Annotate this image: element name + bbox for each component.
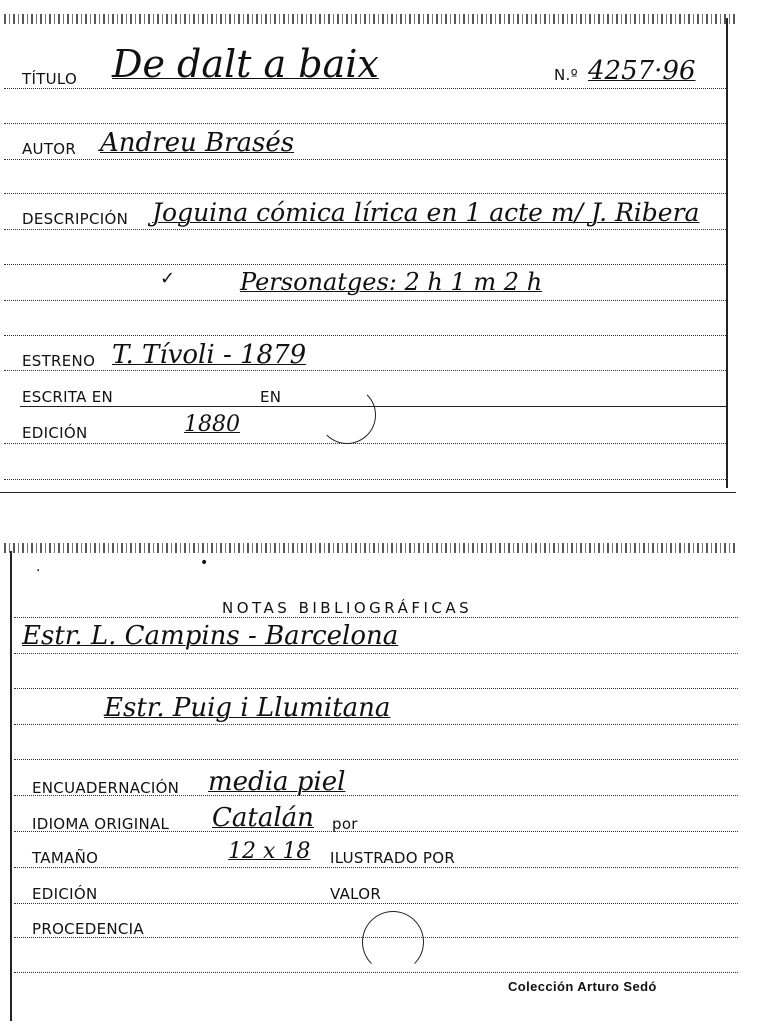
autor-label: AUTOR: [22, 140, 77, 158]
ink-dot-icon: •: [200, 555, 209, 571]
descripcion-label: DESCRIPCIÓN: [22, 210, 129, 228]
ruled-line: [14, 759, 738, 760]
ruled-line: [4, 159, 726, 160]
numero-label: N.º: [554, 66, 578, 84]
titulo-label: TÍTULO: [22, 70, 78, 88]
edicion-value: 1880: [184, 412, 240, 437]
encuadernacion-label: ENCUADERNACIÓN: [32, 779, 180, 797]
ruled-line: [4, 335, 726, 336]
catalog-card-back: [0, 535, 759, 1028]
check-mark-icon: ✓: [160, 268, 176, 289]
valor-label: VALOR: [330, 885, 382, 903]
ruled-line: [4, 479, 726, 480]
card-left-border: [10, 551, 12, 1021]
ruled-line: [14, 972, 738, 973]
escrita-label: ESCRITA EN: [22, 388, 114, 406]
autor-value: Andreu Brasés: [100, 128, 295, 158]
titulo-value: De dalt a baix: [112, 42, 379, 86]
card-torn-edge: [4, 543, 738, 553]
stamp-circle-icon: [362, 911, 424, 973]
ruled-line: [4, 123, 726, 124]
ruled-line: [14, 903, 738, 904]
ruled-line: [4, 370, 726, 371]
ruled-line: [4, 88, 726, 89]
descripcion-value: Joguina cómica lírica en 1 acte m/ J. Ribera: [152, 198, 700, 227]
ruled-line: [4, 193, 726, 194]
ink-dot-icon: ·: [36, 563, 41, 579]
ruled-line: [4, 229, 726, 230]
estreno-value: T. Tívoli - 1879: [112, 340, 307, 370]
card-bottom-edge: [0, 492, 736, 493]
card-right-border: [726, 18, 728, 488]
por-label: por: [332, 815, 358, 833]
ruled-line: [4, 443, 726, 444]
tamano-value: 12 x 18: [228, 839, 311, 864]
numero-value: 4257·96: [588, 56, 696, 86]
idioma-label: IDIOMA ORIGINAL: [32, 815, 170, 833]
nota-line-1: Estr. L. Campins - Barcelona: [22, 621, 399, 651]
notas-bibliograficas-heading: NOTAS BIBLIOGRÁFICAS: [222, 599, 473, 617]
edicion-label: EDICIÓN: [22, 424, 88, 442]
idioma-value: Catalán: [212, 803, 314, 833]
encuadernacion-value: media piel: [208, 767, 346, 797]
ruled-line: [14, 688, 738, 689]
stamp-circle-icon: [318, 386, 376, 444]
card-torn-edge: [4, 14, 736, 24]
ruled-line: [14, 653, 738, 654]
ilustrado-label: ILUSTRADO POR: [330, 849, 456, 867]
catalog-card-front: [0, 0, 759, 500]
en-label: EN: [260, 388, 282, 406]
tamano-label: TAMAÑO: [32, 849, 99, 867]
ruled-line: [14, 724, 738, 725]
descripcion-value-2: Personatges: 2 h 1 m 2 h: [240, 268, 543, 296]
collection-credit: Colección Arturo Sedó: [508, 979, 657, 994]
procedencia-label: PROCEDENCIA: [32, 920, 144, 938]
ruled-line: [4, 300, 726, 301]
ruled-line: [14, 867, 738, 868]
ruled-line: [4, 264, 726, 265]
estreno-label: ESTRENO: [22, 352, 96, 370]
ruled-line: [14, 617, 738, 618]
nota-line-2: Estr. Puig i Llumitana: [104, 693, 391, 723]
edicion-label-back: EDICIÓN: [32, 885, 98, 903]
